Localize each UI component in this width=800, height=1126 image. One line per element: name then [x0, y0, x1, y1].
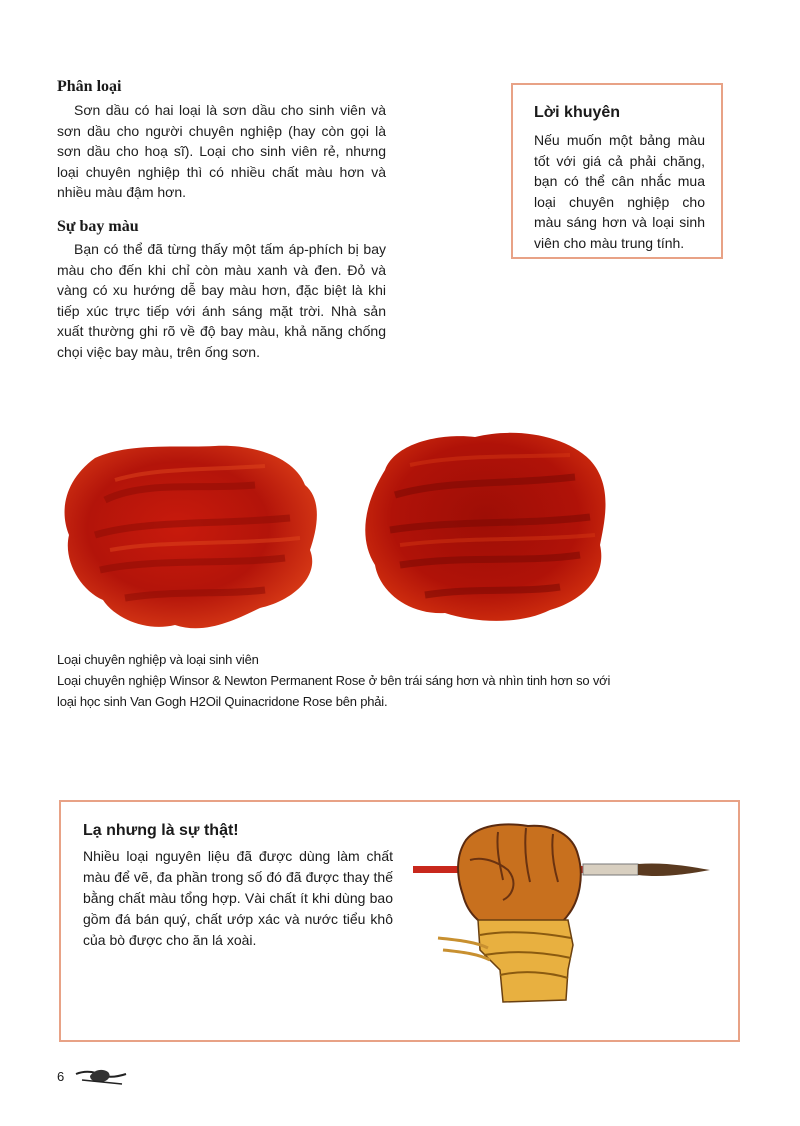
section-title-classification: Phân loại: [57, 78, 122, 95]
brush-tip: [638, 863, 710, 876]
image-caption: [57, 649, 617, 712]
section-text-fading: Bạn có thể đã từng thấy một tấm áp-phích bị bay màu cho đến khi chỉ còn màu xanh và đen. Đỏ và vàng có xu hướng dễ bay màu hơn, đặc biệt là khi tiếp xúc trực tiếp với ánh sáng mặt trời. Nhà sản xuất thường ghi rõ về độ bay màu, khả năng chống chọi việc bay màu, trên ống sơn.: [57, 241, 386, 360]
tip-box: [511, 83, 723, 259]
caption-title: Loại chuyên nghiệp và loại sinh viên: [57, 652, 259, 667]
fact-text: Nhiều loại nguyên liệu đã được dùng làm chất màu để vẽ, đa phần trong số đó đã được thay thế bằng chất màu tổng hợp. Vài chất ít khi dùng bao gồm đá bán quý, chất ướp xác và nước tiểu khô của bò được cho ăn lá xoài.: [83, 848, 393, 948]
section-text-classification: Sơn dầu có hai loại là sơn dầu cho sinh viên và sơn dầu cho người chuyên nghiệp (hay còn gọi là sơn dầu cho hoạ sĩ). Loại cho sinh viên rẻ, nhưng loại chuyên nghiệp thì có nhiều chất màu hơn và nhiều màu đậm hơn.: [57, 102, 386, 200]
tip-title: Lời khuyên: [534, 104, 621, 121]
page-number: 6: [57, 1069, 65, 1084]
brush-ferrule: [583, 864, 638, 875]
fist-paintbrush-illustration: [408, 820, 718, 1020]
tip-text: Nếu muốn một bảng màu tốt với giá cả phải chăng, bạn có thể cân nhắc mua loại chuyên nghiệp cho màu sáng hơn và loại sinh viên cho màu trung tính.: [534, 132, 705, 251]
paint-swatch-professional: [55, 440, 330, 640]
fist: [458, 824, 581, 934]
drawing-hand-icon: [72, 1062, 130, 1088]
caption-text: Loại chuyên nghiệp Winsor & Newton Permanent Rose ở bên trái sáng hơn và nhìn tinh hơn so với loại học sinh Van Gogh H2Oil Quinacridone Rose bên phải.: [57, 673, 611, 709]
paint-swatch-student: [355, 425, 620, 630]
section-title-fading: Sự bay màu: [57, 218, 139, 235]
fact-title: Lạ nhưng là sự thật!: [83, 822, 239, 839]
